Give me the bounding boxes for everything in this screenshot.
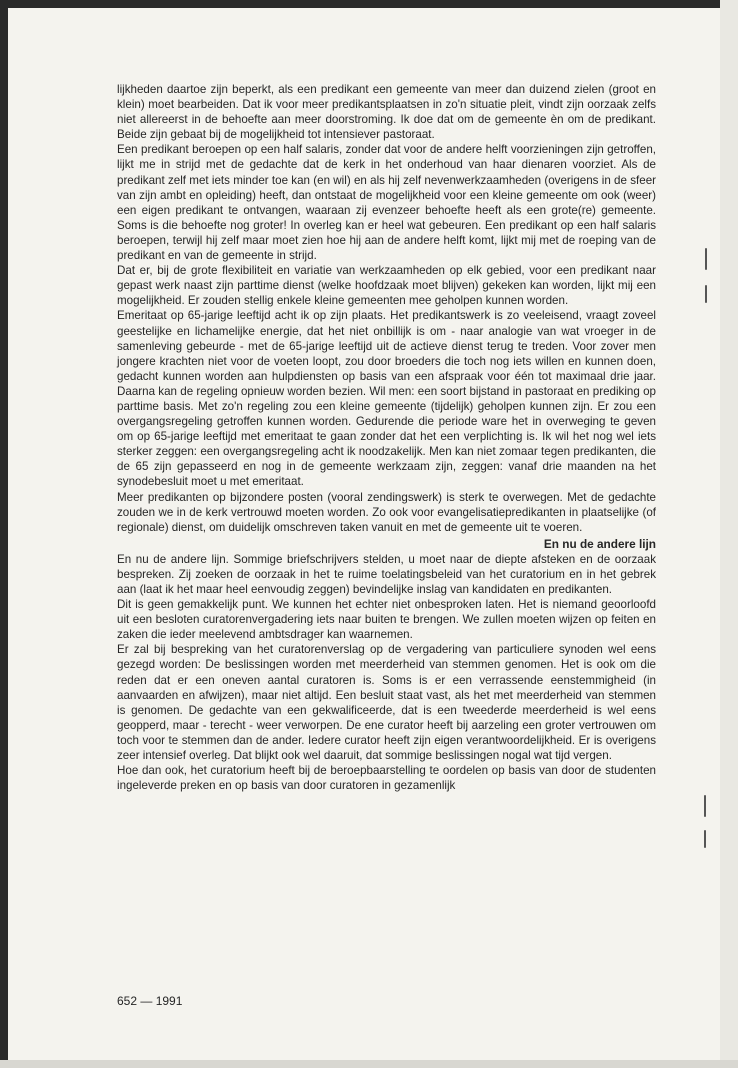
article-body bbox=[117, 82, 656, 793]
paragraph: Meer predikanten op bijzondere posten (vooral zendingswerk) is sterk te overwegen. Met de gedachte zouden we in de kerk vertrouwd moeten worden. Zo ook voor evangelisatiepredikanten in plaatselijke (of regionale) dienst, om duidelijk omschreven taken vanuit en met de gemeente uit te voeren. bbox=[117, 490, 656, 534]
scan-edge-right bbox=[720, 0, 738, 1068]
margin-mark bbox=[704, 830, 706, 848]
page-number-footer: 652 — 1991 bbox=[117, 994, 183, 1008]
paragraph: Er zal bij bespreking van het curatorenverslag op de vergadering van particuliere synoden wel eens gezegd worden: De beslissingen worden met meerderheid van stemmen genomen. Het is ook om die reden dat er een oneven aantal curatoren is. Soms is er een verrassende eenstemmigheid (in aanvaarden en afwijzen), maar niet altijd. Een besluit staat vast, als het met meerderheid van stemmen is genomen. De gedachte van een gekwalificeerde, dat is een tweederde meerderheid is wel eens geopperd, maar - terecht - weer verworpen. De ene curator heeft bij aarzeling een groter vertrouwen om toch voor te stemmen dan de ander. Iedere curator heeft zijn eigen verantwoordelijkheid. Er is overigens zeer intensief overleg. Dat blijkt ook wel daaruit, dat sommige beslissingen nogal wat tijd vergen. bbox=[117, 643, 656, 763]
paragraph: En nu de andere lijn. Sommige briefschrijvers stelden, u moet naar de diepte afsteken en de oorzaak bespreken. Zij zoeken de oorzaak in het te ruime toelatingsbeleid van het curatorium en in het gebrek aan (laat ik het maar heel eenvoudig zeggen) bevindelijke inslag van kandidaten en predikanten. bbox=[117, 552, 656, 596]
margin-mark bbox=[704, 795, 706, 817]
margin-mark bbox=[705, 248, 707, 270]
paragraph: Dit is geen gemakkelijk punt. We kunnen het echter niet onbesproken laten. Het is niemand geoorloofd uit een besloten curatorenvergadering iets naar buiten te brengen. We zullen moeten wijzen op feiten en zaken die ieder meelevend ambtsdrager kan waarnemen. bbox=[117, 598, 656, 642]
paragraph: Emeritaat op 65-jarige leeftijd acht ik op zijn plaats. Het predikantswerk is zo veeleisend, vraagt zoveel geestelijke en lichamelijke energie, dat het niet onbillijk is om - naar analogie van wat vroeger in de samenleving gebeurde - met de 65-jarige leeftijd uit de actieve dienst terug te treden. Voor zover men jongere krachten niet voor de voeten loopt, zou door broeders die toch nog iets willen en kunnen doen, gedacht kunnen worden aan hulpdiensten op basis van een afspraak voor één tot maximaal drie jaar. Daarna kan de regeling opnieuw worden bezien. Wil men: een soort bijstand in pastoraat en prediking op parttime basis. Met zo'n regeling zou een kleine gemeente (tijdelijk) geholpen kunnen zijn. Er zou een overgangsregeling getroffen kunnen worden. Gedurende die periode ware het in overweging te geven om op 65-jarige leeftijd met emeritaat te gaan zonder dat het een verplichting is. Ik wil het nog wel iets sterker zeggen: een overgangsregeling acht ik noodzakelijk. Men kan niet zomaar tegen predikanten, die de 65 zijn gepasseerd en nog in de gemeente werkzaam zijn, zeggen: vanaf drie maanden na het synodebesluit moet u met emeritaat. bbox=[117, 309, 656, 489]
paragraph: Hoe dan ook, het curatorium heeft bij de beroepbaarstelling te oordelen op basis van door de studenten ingeleverde preken en op basis van door curatoren in gezamenlijk bbox=[117, 764, 656, 793]
scan-edge-bottom bbox=[0, 1060, 738, 1068]
section-heading: En nu de andere lijn bbox=[543, 536, 656, 551]
paragraph: Dat er, bij de grote flexibiliteit en variatie van werkzaamheden op elk gebied, voor een predikant naar gepast werk naast zijn parttime dienst (welke hoofdzaak moet blijven) gekeken kan worden, lijkt mij een mogelijkheid. Er zouden stellig enkele kleine gemeenten mee geholpen kunnen worden. bbox=[117, 264, 656, 308]
paragraph: Een predikant beroepen op een half salaris, zonder dat voor de andere helft voorzieningen zijn getroffen, lijkt me in strijd met de gedachte dat de kerk in het onderhoud van haar dienaren voorziet. Als de predikant zelf met iets minder toe kan (en wil) en als hij zelf nevenwerkzaamheden (overigens in de sfeer van zijn ambt en opleiding) heeft, dan ontstaat de mogelijkheid voor een kleine gemeente om ook (weer) een eigen predikant te ontvangen, waaraan zij evenzeer behoefte heeft als een grote(re) gemeente. Soms is die behoefte nog groter! In overleg kan er heel wat gebeuren. Een predikant op een half salaris beroepen, terwijl hij zelf maar moet zien hoe hij aan de andere helft komt, lijkt mij met de roeping van de predikant en van de gemeente in strijd. bbox=[117, 143, 656, 263]
paragraph: lijkheden daartoe zijn beperkt, als een predikant een gemeente van meer dan duizend zielen (groot en klein) moet bearbeiden. Dat ik voor meer predikantsplaatsen in zo'n situatie pleit, vindt zijn oorzaak zelfs niet allereerst in de behoefte aan meer doorstroming. Ik doe dat om de gemeente èn om de predikant. Beide zijn gebaat bij de mogelijkheid tot intensiever pastoraat. bbox=[117, 83, 656, 142]
margin-mark bbox=[705, 285, 707, 303]
